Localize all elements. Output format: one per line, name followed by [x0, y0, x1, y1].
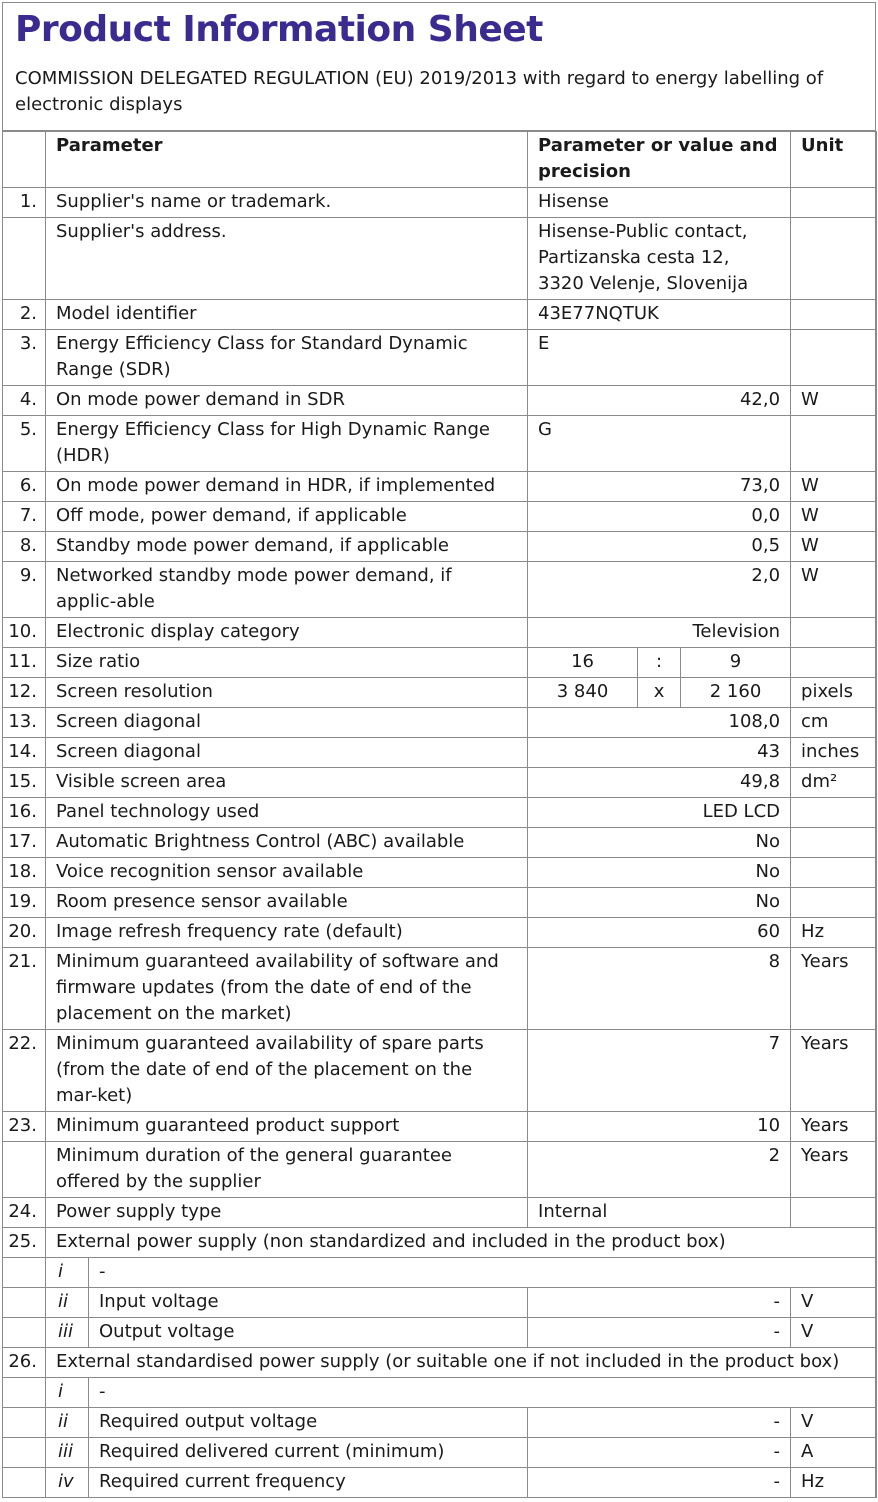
row-number	[3, 1142, 46, 1198]
header-value: Parameter or value and precision	[528, 132, 791, 188]
sub-row-spacer	[3, 1258, 46, 1288]
row-number: 7.	[3, 502, 46, 532]
row-parameter: External power supply (non standardized and included in the product box)	[46, 1228, 877, 1258]
sub-row-parameter: -	[89, 1258, 877, 1288]
table-row	[3, 386, 877, 416]
row-value: 8	[528, 948, 791, 1030]
table-row	[3, 472, 877, 502]
row-parameter: Minimum guaranteed product support	[46, 1112, 528, 1142]
table-row	[3, 618, 877, 648]
parameters-table	[2, 131, 877, 1498]
sub-row-index: i	[46, 1378, 89, 1408]
row-parameter: Size ratio	[46, 648, 528, 678]
row-number: 8.	[3, 532, 46, 562]
row-parameter: Voice recognition sensor available	[46, 858, 528, 888]
sub-row-index: iii	[46, 1438, 89, 1468]
row-parameter: Room presence sensor available	[46, 888, 528, 918]
header-number-cell	[3, 132, 46, 188]
row-number: 17.	[3, 828, 46, 858]
regulation-subtitle: COMMISSION DELEGATED REGULATION (EU) 2019/2013 with regard to energy labelling of electronic displays	[3, 55, 875, 131]
sub-row-parameter: Input voltage	[89, 1288, 528, 1318]
row-value-b: 9	[681, 648, 791, 678]
row-parameter: Power supply type	[46, 1198, 528, 1228]
row-number: 5.	[3, 416, 46, 472]
row-unit	[791, 828, 877, 858]
table-sub-row	[3, 1438, 877, 1468]
row-unit: inches	[791, 738, 877, 768]
row-number: 20.	[3, 918, 46, 948]
row-parameter: Minimum duration of the general guarantee offered by the supplier	[46, 1142, 528, 1198]
row-value: LED LCD	[528, 798, 791, 828]
page-title: Product Information Sheet	[15, 8, 543, 50]
sub-row-value: -	[528, 1288, 791, 1318]
table-row	[3, 1198, 877, 1228]
row-unit: Years	[791, 1142, 877, 1198]
table-sub-row	[3, 1258, 877, 1288]
row-parameter: Minimum guaranteed availability of spare parts (from the date of end of the placement on the mar-ket)	[46, 1030, 528, 1112]
row-unit: W	[791, 386, 877, 416]
row-unit	[791, 300, 877, 330]
sub-row-value: -	[528, 1408, 791, 1438]
row-unit	[791, 416, 877, 472]
row-value: 43	[528, 738, 791, 768]
sub-row-spacer	[3, 1318, 46, 1348]
row-value: No	[528, 858, 791, 888]
table-row-group-header	[3, 1228, 877, 1258]
sub-row-unit: Hz	[791, 1468, 877, 1498]
row-unit: Years	[791, 948, 877, 1030]
row-unit: Years	[791, 1112, 877, 1142]
row-unit: Hz	[791, 918, 877, 948]
row-unit	[791, 330, 877, 386]
row-number: 6.	[3, 472, 46, 502]
sub-row-value: -	[528, 1438, 791, 1468]
table-row	[3, 1112, 877, 1142]
table-row	[3, 678, 877, 708]
table-row	[3, 708, 877, 738]
row-parameter: Automatic Brightness Control (ABC) available	[46, 828, 528, 858]
table-row	[3, 768, 877, 798]
row-unit	[791, 218, 877, 300]
table-row	[3, 918, 877, 948]
sub-row-parameter: -	[89, 1378, 877, 1408]
sub-row-index: iii	[46, 1318, 89, 1348]
table-row	[3, 218, 877, 300]
row-value: Television	[528, 618, 791, 648]
row-unit	[791, 188, 877, 218]
row-number: 18.	[3, 858, 46, 888]
table-row	[3, 188, 877, 218]
row-number: 1.	[3, 188, 46, 218]
row-value-a: 16	[528, 648, 638, 678]
row-unit: W	[791, 562, 877, 618]
row-parameter: Networked standby mode power demand, if applic-able	[46, 562, 528, 618]
row-value: Hisense	[528, 188, 791, 218]
table-row	[3, 828, 877, 858]
row-parameter: On mode power demand in SDR	[46, 386, 528, 416]
row-parameter: Energy Efficiency Class for High Dynamic Range (HDR)	[46, 416, 528, 472]
table-row	[3, 648, 877, 678]
sub-row-spacer	[3, 1438, 46, 1468]
row-number: 19.	[3, 888, 46, 918]
row-number: 25.	[3, 1228, 46, 1258]
sub-row-parameter: Required delivered current (minimum)	[89, 1438, 528, 1468]
row-parameter: Screen diagonal	[46, 708, 528, 738]
row-value-separator: x	[638, 678, 681, 708]
row-number: 14.	[3, 738, 46, 768]
row-value-separator: :	[638, 648, 681, 678]
sub-row-index: iv	[46, 1468, 89, 1498]
row-number: 16.	[3, 798, 46, 828]
table-row	[3, 330, 877, 386]
table-sub-row	[3, 1378, 877, 1408]
row-value: 0,5	[528, 532, 791, 562]
row-number: 22.	[3, 1030, 46, 1112]
header-parameter: Parameter	[46, 132, 528, 188]
table-row	[3, 738, 877, 768]
row-number: 12.	[3, 678, 46, 708]
row-unit	[791, 798, 877, 828]
table-row-group-header	[3, 1348, 877, 1378]
row-number: 3.	[3, 330, 46, 386]
row-value: 60	[528, 918, 791, 948]
row-value: 2,0	[528, 562, 791, 618]
row-parameter: External standardised power supply (or suitable one if not included in the product box)	[46, 1348, 877, 1378]
row-parameter: Model identifier	[46, 300, 528, 330]
row-number: 4.	[3, 386, 46, 416]
sub-row-parameter: Output voltage	[89, 1318, 528, 1348]
row-value: 73,0	[528, 472, 791, 502]
table-row	[3, 888, 877, 918]
row-parameter: Supplier's name or trademark.	[46, 188, 528, 218]
row-parameter: Supplier's address.	[46, 218, 528, 300]
table-header-row	[3, 132, 877, 188]
table-body	[3, 188, 877, 1498]
row-parameter: Screen resolution	[46, 678, 528, 708]
row-value: 10	[528, 1112, 791, 1142]
row-number: 13.	[3, 708, 46, 738]
row-parameter: Electronic display category	[46, 618, 528, 648]
row-value: 7	[528, 1030, 791, 1112]
row-parameter: Off mode, power demand, if applicable	[46, 502, 528, 532]
table-sub-row	[3, 1318, 877, 1348]
row-value: No	[528, 888, 791, 918]
row-value: 0,0	[528, 502, 791, 532]
sub-row-spacer	[3, 1468, 46, 1498]
row-unit	[791, 858, 877, 888]
table-row	[3, 300, 877, 330]
row-value: 49,8	[528, 768, 791, 798]
row-unit: Years	[791, 1030, 877, 1112]
table-row	[3, 532, 877, 562]
table-sub-row	[3, 1288, 877, 1318]
row-number: 21.	[3, 948, 46, 1030]
row-parameter: Minimum guaranteed availability of software and firmware updates (from the date of end of the placement on the market)	[46, 948, 528, 1030]
row-parameter: On mode power demand in HDR, if implemented	[46, 472, 528, 502]
row-parameter: Image refresh frequency rate (default)	[46, 918, 528, 948]
table-row	[3, 1030, 877, 1112]
row-parameter: Standby mode power demand, if applicable	[46, 532, 528, 562]
row-number: 10.	[3, 618, 46, 648]
row-number: 24.	[3, 1198, 46, 1228]
sub-row-index: ii	[46, 1288, 89, 1318]
sub-row-parameter: Required current frequency	[89, 1468, 528, 1498]
table-row	[3, 502, 877, 532]
row-unit	[791, 1198, 877, 1228]
row-value: 43E77NQTUK	[528, 300, 791, 330]
row-number: 26.	[3, 1348, 46, 1378]
sub-row-spacer	[3, 1378, 46, 1408]
row-unit: dm²	[791, 768, 877, 798]
row-unit: W	[791, 472, 877, 502]
row-unit	[791, 648, 877, 678]
row-number: 23.	[3, 1112, 46, 1142]
sub-row-unit: V	[791, 1318, 877, 1348]
row-number: 9.	[3, 562, 46, 618]
table-sub-row	[3, 1468, 877, 1498]
row-value-a: 3 840	[528, 678, 638, 708]
product-information-sheet	[2, 2, 876, 1498]
table-row	[3, 1142, 877, 1198]
row-value: Hisense-Public contact, Partizanska cesta 12, 3320 Velenje, Slovenija	[528, 218, 791, 300]
row-value: 108,0	[528, 708, 791, 738]
row-unit	[791, 888, 877, 918]
row-parameter: Screen diagonal	[46, 738, 528, 768]
row-number	[3, 218, 46, 300]
row-unit: cm	[791, 708, 877, 738]
row-value: 2	[528, 1142, 791, 1198]
row-parameter: Visible screen area	[46, 768, 528, 798]
sub-row-spacer	[3, 1408, 46, 1438]
sub-row-index: ii	[46, 1408, 89, 1438]
row-value-b: 2 160	[681, 678, 791, 708]
row-unit: W	[791, 502, 877, 532]
sub-row-parameter: Required output voltage	[89, 1408, 528, 1438]
row-unit	[791, 618, 877, 648]
row-parameter: Energy Efficiency Class for Standard Dynamic Range (SDR)	[46, 330, 528, 386]
sub-row-value: -	[528, 1468, 791, 1498]
row-value: E	[528, 330, 791, 386]
sub-row-index: i	[46, 1258, 89, 1288]
row-value: No	[528, 828, 791, 858]
row-unit: pixels	[791, 678, 877, 708]
row-unit: W	[791, 532, 877, 562]
sub-row-spacer	[3, 1288, 46, 1318]
row-value: G	[528, 416, 791, 472]
sub-row-unit: V	[791, 1408, 877, 1438]
table-sub-row	[3, 1408, 877, 1438]
table-row	[3, 562, 877, 618]
row-value: 42,0	[528, 386, 791, 416]
row-value: Internal	[528, 1198, 791, 1228]
header-unit: Unit	[791, 132, 877, 188]
table-row	[3, 948, 877, 1030]
sub-row-value: -	[528, 1318, 791, 1348]
table-row	[3, 798, 877, 828]
row-number: 11.	[3, 648, 46, 678]
sub-row-unit: A	[791, 1438, 877, 1468]
sub-row-unit: V	[791, 1288, 877, 1318]
row-parameter: Panel technology used	[46, 798, 528, 828]
table-row	[3, 858, 877, 888]
row-number: 15.	[3, 768, 46, 798]
row-number: 2.	[3, 300, 46, 330]
table-row	[3, 416, 877, 472]
